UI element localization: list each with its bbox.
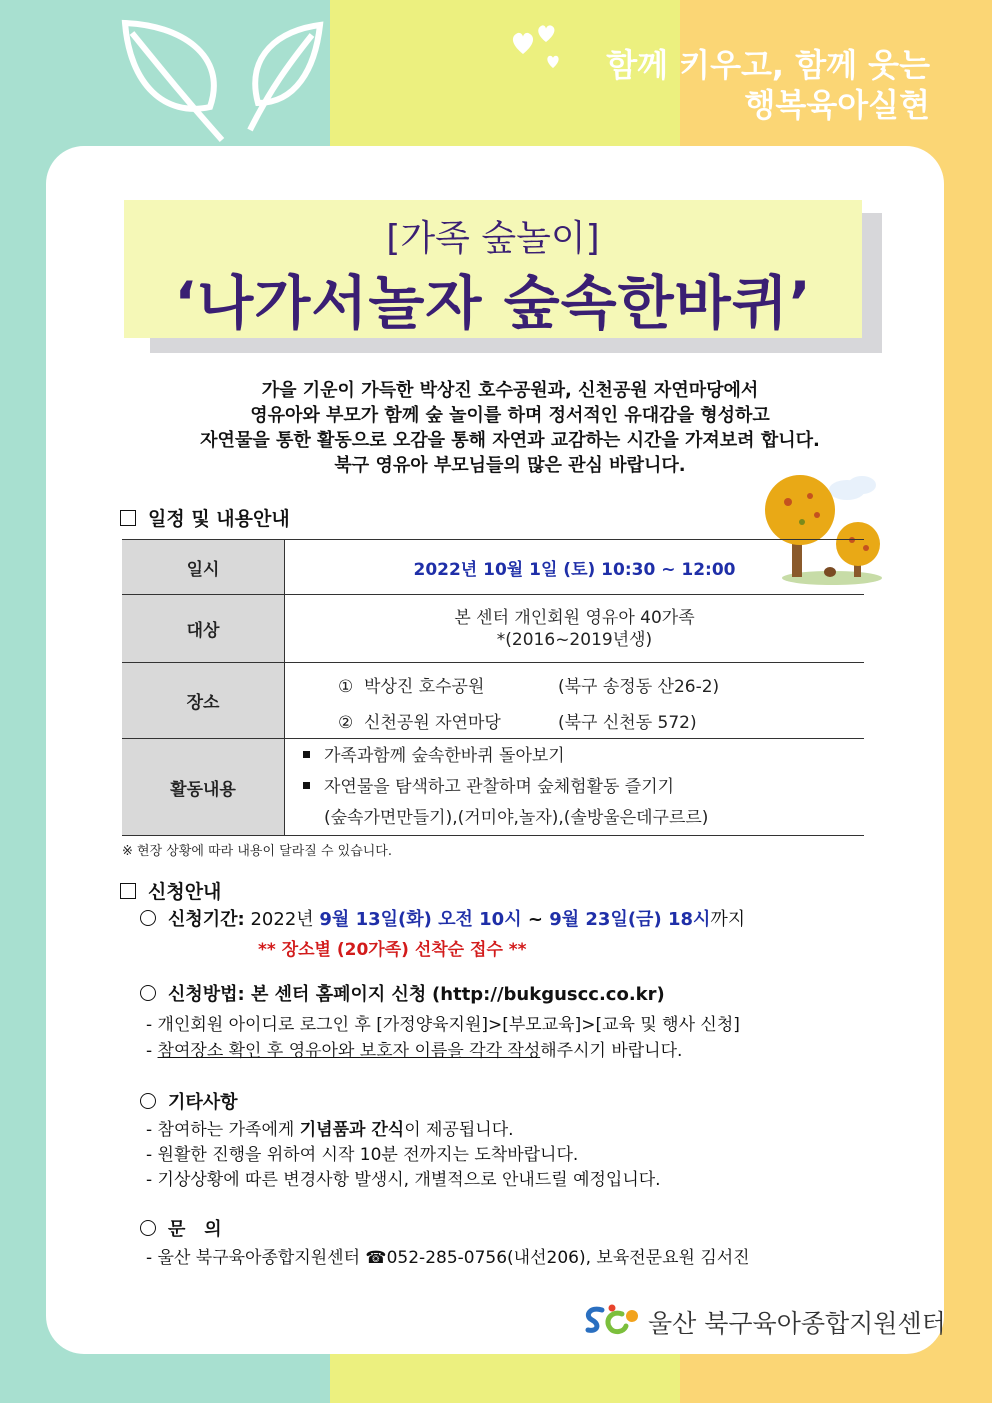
- etc-item-1: [146, 1115, 514, 1140]
- place-2-name: ② 신천공원 자연마당: [338, 713, 501, 733]
- method-label: 신청방법: 본 센터 홈페이지 신청: [168, 984, 427, 1005]
- intro-line: 자연물을 통한 활동으로 오감을 통해 자연과 교감하는 시간을 가져보려 합니다.: [200, 430, 820, 451]
- target-text: 본 센터 개인회원 영유아 40가족: [454, 607, 695, 628]
- table-row: [122, 739, 864, 836]
- etc-item-1-rest: 이 제공됩니다.: [404, 1120, 514, 1140]
- method-step-2-prefix: -: [146, 1041, 158, 1061]
- table-row: [122, 663, 864, 739]
- period-tilde: ~: [521, 909, 550, 930]
- schedule-heading: [120, 504, 290, 531]
- bullet-icon: [303, 751, 310, 758]
- square-bullet-icon: [120, 510, 136, 526]
- method-step-2: [146, 1036, 682, 1061]
- apply-method: [140, 980, 665, 1006]
- circle-bullet-icon: [140, 1220, 156, 1236]
- method-step-2-underlined: 참여장소 확인 후 영유아와 보호자 이름을 각각 작성: [157, 1041, 541, 1061]
- etc-item-3: - 기상상황에 따른 변경사항 발생시, 개별적으로 안내드릴 예정입니다.: [146, 1170, 661, 1190]
- table-label-activity: 활동내용: [122, 739, 285, 836]
- etc-label: 기타사항: [168, 1092, 238, 1113]
- target-age: *(2016~2019년생): [496, 629, 653, 650]
- slogan-line-1: 함께 키우고, 함께 웃는: [606, 46, 930, 84]
- table-label-place: 장소: [122, 663, 285, 739]
- circle-bullet-icon: [140, 985, 156, 1001]
- homepage-link[interactable]: (http://bukguscc.co.kr): [432, 984, 665, 1005]
- title-box: [124, 200, 862, 338]
- bullet-icon: [303, 782, 310, 789]
- hearts-icon: [508, 22, 568, 72]
- method-step-1: - 개인회원 아이디로 로그인 후 [가정양육지원]>[부모교육]>[교육 및 행사 신청]: [146, 1015, 740, 1035]
- schedule-table: [122, 539, 864, 836]
- intro-line: 북구 영유아 부모님들의 많은 관심 바랍니다.: [334, 455, 686, 476]
- period-year: 2022년: [244, 909, 320, 930]
- slogan-line-2: 행복육아실현: [744, 86, 930, 124]
- apply-period: [140, 905, 745, 931]
- period-until: 까지: [710, 909, 746, 930]
- schedule-note: ※ 현장 상황에 따라 내용이 달라질 수 있습니다.: [122, 844, 392, 859]
- schedule-heading-text: 일정 및 내용안내: [148, 508, 290, 530]
- place-cell: [285, 663, 865, 739]
- etc-item-1-prefix: - 참여하는 가족에게: [146, 1120, 300, 1140]
- period-label: 신청기간:: [168, 909, 245, 930]
- intro-line: 가을 기운이 가득한 박상진 호수공원과, 신천공원 자연마당에서: [261, 380, 759, 401]
- period-note: ** 장소별 (20가족) 선착순 접수 **: [258, 940, 527, 960]
- activity-cell: [285, 739, 865, 836]
- etc-item-2: - 원활한 진행을 위하여 시작 10분 전까지는 도착바랍니다.: [146, 1145, 579, 1165]
- leaf-icon: [110, 15, 340, 145]
- contact-prefix: - 울산 북구육아종합지원센터: [146, 1248, 366, 1268]
- etc-item-1-bold: 기념품과 간식: [299, 1120, 405, 1140]
- table-label-target: 대상: [122, 595, 285, 663]
- contact-heading: [140, 1215, 222, 1241]
- slogan: [606, 45, 930, 125]
- contact-label: 문 의: [168, 1219, 222, 1240]
- event-date: 2022년 10월 1일 (토) 10:30 ~ 12:00: [285, 540, 865, 595]
- apply-heading-text: 신청안내: [148, 881, 222, 903]
- table-row: [122, 540, 864, 595]
- place-1-address: (북구 송정동 산26-2): [558, 677, 720, 697]
- square-bullet-icon: [120, 883, 136, 899]
- table-row: [122, 595, 864, 663]
- method-step-2-rest: 해주시기 바랍니다.: [540, 1041, 683, 1061]
- table-label-date: 일시: [122, 540, 285, 595]
- place-1-name: ① 박상진 호수공원: [338, 677, 485, 697]
- circle-bullet-icon: [140, 1093, 156, 1109]
- activity-item: 자연물을 탐색하고 관찰하며 숲체험활동 즐기기: [324, 776, 675, 797]
- circle-bullet-icon: [140, 910, 156, 926]
- contact-info: [146, 1243, 750, 1268]
- place-2-address: (북구 신천동 572): [558, 713, 697, 733]
- intro-line: 영유아와 부모가 함께 숲 놀이를 하며 정서적인 유대감을 형성하고: [250, 405, 770, 426]
- activity-item: 가족과함께 숲속한바퀴 돌아보기: [324, 745, 565, 766]
- period-start: 9월 13일(화) 오전 10시: [319, 909, 522, 930]
- period-end: 9월 23일(금) 18시: [549, 909, 711, 930]
- activity-sub-items: (숲속가면만들기),(거미야,놀자),(솔방울은데구르르): [324, 807, 709, 828]
- contact-phone-text: 052-285-0756(내선206), 보육전문요원 김서진: [386, 1248, 750, 1268]
- title-small: [가족 숲놀이]: [386, 218, 600, 259]
- target-cell: [285, 595, 865, 663]
- phone-icon: ☎: [365, 1248, 387, 1268]
- title-main: ‘나가서놀자 숲속한바퀴’: [174, 269, 812, 337]
- center-logo-text: 울산 북구육아종합지원센터: [648, 1309, 946, 1338]
- center-logo-icon: [582, 1302, 642, 1342]
- apply-heading: [120, 877, 221, 904]
- etc-heading: [140, 1088, 238, 1114]
